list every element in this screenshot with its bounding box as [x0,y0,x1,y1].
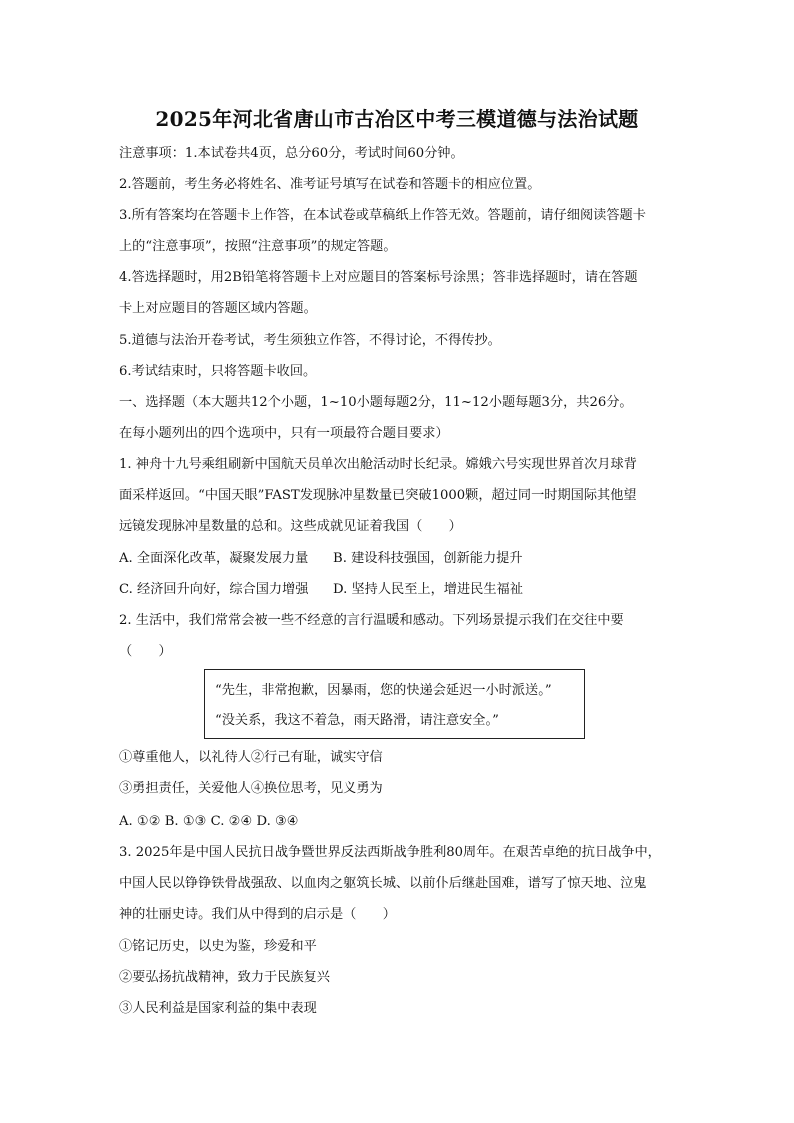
question-2-statement: ③勇担责任，关爱他人④换位思考，见义勇为 [119,781,383,796]
question-1-stem: 远镜发现脉冲星数量的总和。这些成就见证着我国（ ） [119,519,462,534]
question-2-statement: ①尊重他人，以礼待人②行己有耻，诚实守信 [119,750,383,765]
question-2-options: A. ①② B. ①③ C. ②④ D. ③④ [119,814,299,829]
question-3-statement: ②要弘扬抗战精神，致力于民族复兴 [119,970,330,985]
dialog-box [204,669,585,739]
notice-line: 4.答选择题时，用2B铅笔将答题卡上对应题目的答案标号涂黑；答非选择题时，请在答题 [119,270,638,285]
question-1-options [119,550,684,568]
option-c: C. 经济回升向好，综合国力增强 [119,582,309,597]
question-3-stem: 3. 2025年是中国人民抗日战争暨世界反法西斯战争胜利80周年。在艰苦卓绝的抗日战争中， [119,845,661,860]
page-title: 2025年河北省唐山市古冶区中考三模道德与法治试题 [155,107,639,131]
notice-line: 2.答题前，考生务必将姓名、准考证号填写在试卷和答题卡的相应位置。 [119,177,541,192]
notice-line: 注意事项：1.本试卷共4页，总分60分，考试时间60分钟。 [119,146,464,161]
section-heading: 一、选择题（本大题共12个小题，1~10小题每题2分，11~12小题每题3分，共26分。 [119,395,633,410]
option-a: A. 全面深化改革，凝聚发展力量 [119,551,309,566]
question-1-stem: 1. 神舟十九号乘组刷新中国航天员单次出舱活动时长纪录。嫦娥六号实现世界首次月球背 [119,457,637,472]
notice-line: 5.道德与法治开卷考试，考生须独立作答，不得讨论，不得传抄。 [119,333,501,348]
question-3-statement: ③人民利益是国家利益的集中表现 [119,1001,317,1016]
notice-line: 6.考试结束时，只将答题卡收回。 [119,364,317,379]
section-heading: 在每小题列出的四个选项中，只有一项最符合题目要求） [119,426,449,441]
question-2-stem: （ ） [119,644,172,659]
notice-line: 上的“注意事项”，按照“注意事项”的规定答题。 [119,239,397,254]
notice-line: 3.所有答案均在答题卡上作答，在本试卷或草稿纸上作答无效。答题前，请仔细阅读答题卡 [119,208,646,223]
dialog-line: “先生，非常抱歉，因暴雨，您的快递会延迟一小时派送。” [215,683,552,698]
question-3-stem: 神的壮丽史诗。我们从中得到的启示是（ ） [119,907,396,922]
question-3-stem: 中国人民以铮铮铁骨战强敌、以血肉之躯筑长城、以前仆后继赴国难，谱写了惊天地、泣鬼 [119,876,647,891]
option-d: D. 坚持人民至上，增进民生福祉 [333,582,523,597]
option-b: B. 建设科技强国，创新能力提升 [333,551,523,566]
notice-line: 卡上对应题目的答题区域内答题。 [119,301,317,316]
question-1-options [119,581,684,599]
question-1-stem: 面采样返回。“中国天眼”FAST发现脉冲星数量已突破1000颗，超过同一时期国际其他望 [119,488,637,503]
question-2-stem: 2. 生活中，我们常常会被一些不经意的言行温暖和感动。下列场景提示我们在交往中要 [119,613,624,628]
dialog-line: “没关系，我这不着急，雨天路滑，请注意安全。” [215,713,499,728]
question-3-statement: ①铭记历史，以史为鉴，珍爱和平 [119,939,317,954]
